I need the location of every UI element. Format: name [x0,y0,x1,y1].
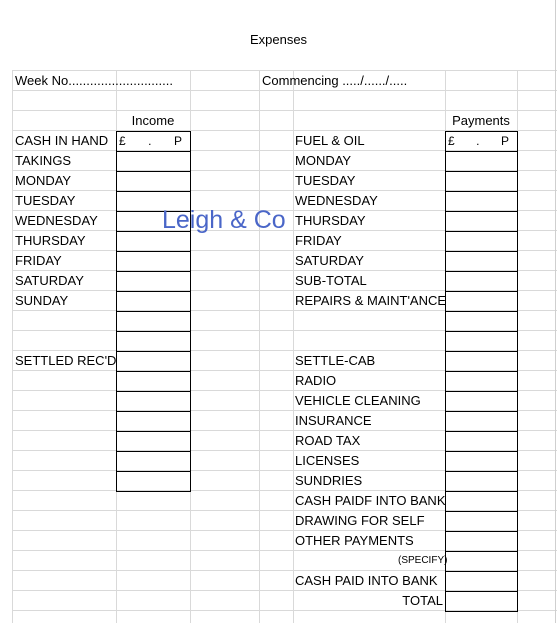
payments-row-label: SUB-TOTAL [295,273,367,288]
amount-cell[interactable] [445,151,518,172]
specify-note: (SPECIFY) [398,555,448,566]
amount-cell[interactable] [445,331,518,352]
amount-cell[interactable] [445,491,518,512]
amount-cell[interactable] [116,171,191,192]
payments-row-label: INSURANCE [295,413,372,428]
payments-row-label: ROAD TAX [295,433,361,448]
amount-cell[interactable] [445,591,518,612]
amount-cell[interactable] [445,371,518,392]
income-row-label: SUNDAY [15,293,69,308]
amount-cell[interactable] [445,351,518,372]
income-row-label: WEDNESDAY [15,213,98,228]
payments-row-label: MONDAY [295,153,352,168]
income-row-label: MONDAY [15,173,72,188]
amount-cell[interactable] [116,251,191,272]
commencing-field: Commencing ...../....../..... [262,73,408,88]
pound-symbol: £ [448,134,455,148]
amount-cell[interactable] [116,311,191,332]
income-row-label: TAKINGS [15,153,72,168]
amount-cell[interactable] [116,291,191,312]
income-heading: Income [131,113,175,128]
payments-row-label: SETTLE-CAB [295,353,376,368]
amount-cell[interactable] [445,471,518,492]
payments-row-label: TUESDAY [295,173,356,188]
income-row-label: SATURDAY [15,273,84,288]
amount-cell[interactable] [445,451,518,472]
amount-cell[interactable] [116,411,191,432]
payments-heading: Payments [452,113,510,128]
payments-row-label: CASH PAIDF INTO BANK [295,493,446,508]
amount-cell[interactable] [116,391,191,412]
amount-cell[interactable] [445,571,518,592]
income-row-label: FRIDAY [15,253,62,268]
income-row-label: CASH IN HAND [15,133,109,148]
grid-edge-line [555,0,556,623]
pence-symbol: P [173,134,182,148]
amount-cell[interactable] [445,191,518,212]
amount-cell[interactable] [116,151,191,172]
pence-symbol: P [500,134,509,148]
payments-row-label: SATURDAY [295,253,364,268]
payments-row-label: OTHER PAYMENTS [295,533,414,548]
grid-column-line [293,70,294,623]
amount-cell[interactable] [116,351,191,372]
amount-cell[interactable] [445,291,518,312]
decimal-point: . [476,134,480,148]
amount-cell[interactable] [116,131,191,152]
amount-cell[interactable] [445,431,518,452]
payments-row-label: REPAIRS & MAINT'ANCE [295,293,447,308]
grid-column-line [259,70,260,623]
amount-cell[interactable] [445,271,518,292]
amount-cell[interactable] [445,211,518,232]
amount-cell[interactable] [445,511,518,532]
amount-cell[interactable] [445,391,518,412]
amount-cell[interactable] [116,451,191,472]
income-row-label: SETTLED REC'D [15,353,117,368]
payments-row-label: CASH PAID INTO BANK [295,573,438,588]
amount-cell[interactable] [445,311,518,332]
amount-cell[interactable] [445,131,518,152]
amount-cell[interactable] [445,531,518,552]
amount-cell[interactable] [116,371,191,392]
payments-row-label: FUEL & OIL [295,133,365,148]
week-no-field: Week No............................. [15,73,173,88]
payments-row-label: VEHICLE CLEANING [295,393,421,408]
amount-cell[interactable] [116,431,191,452]
payments-row-label: FRIDAY [295,233,342,248]
payments-row-label: SUNDRIES [295,473,363,488]
amount-cell[interactable] [445,231,518,252]
amount-cell[interactable] [116,471,191,492]
payments-row-label: WEDNESDAY [295,193,378,208]
amount-cell[interactable] [445,551,518,572]
amount-cell[interactable] [116,331,191,352]
pound-symbol: £ [119,134,126,148]
sheet-title: Expenses [249,32,308,47]
payments-row-label: RADIO [295,373,337,388]
watermark-logo: Leigh & Co [162,206,286,234]
grid-column-line [12,70,13,623]
payments-row-label: THURSDAY [295,213,366,228]
amount-cell[interactable] [445,251,518,272]
amount-cell[interactable] [116,271,191,292]
decimal-point: . [148,134,152,148]
amount-cell[interactable] [445,171,518,192]
payments-row-label: LICENSES [295,453,360,468]
income-row-label: THURSDAY [15,233,86,248]
amount-cell[interactable] [445,411,518,432]
income-row-label: TUESDAY [15,193,76,208]
payments-row-label: DRAWING FOR SELF [295,513,425,528]
total-label: TOTAL [402,593,443,608]
